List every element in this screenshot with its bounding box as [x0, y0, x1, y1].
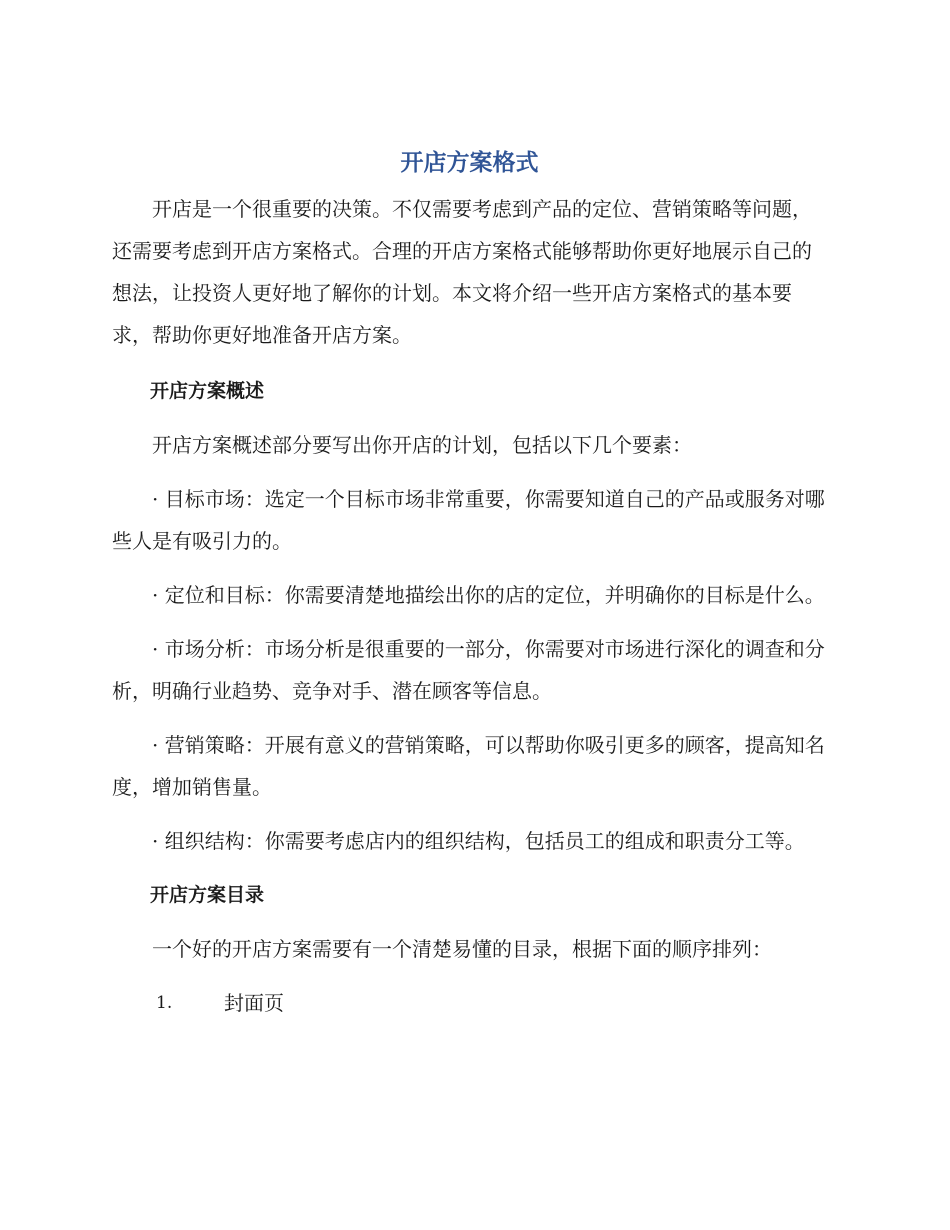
- document-body: [112, 146, 827, 1024]
- toc-list-item: [112, 982, 827, 1024]
- list-number: 1.: [156, 993, 173, 1013]
- intro-paragraph: 开店是一个很重要的决策。不仅需要考虑到产品的定位、营销策略等问题，还需要考虑到开店方案格式。合理的开店方案格式能够帮助你更好地展示自己的想法，让投资人更好地了解你的计划。本文将介绍一些开店方案格式的基本要求，帮助你更好地准备开店方案。: [112, 197, 812, 347]
- section-heading-overview: 开店方案概述: [150, 380, 265, 402]
- bullet-marketing-strategy: · 营销策略：开展有意义的营销策略，可以帮助你吸引更多的顾客，提高知名度，增加销售量。: [112, 733, 825, 799]
- bullet-org-structure: · 组织结构：你需要考虑店内的组织结构，包括员工的组成和职责分工等。: [152, 829, 805, 853]
- overview-lead: 开店方案概述部分要写出你开店的计划，包括以下几个要素：: [152, 433, 692, 457]
- bullet-target-market: · 目标市场：选定一个目标市场非常重要，你需要知道自己的产品或服务对哪些人是有吸引力的。: [112, 487, 825, 553]
- bullet-market-analysis: · 市场分析：市场分析是很重要的一部分，你需要对市场进行深化的调查和分析，明确行业趋势、竞争对手、潜在顾客等信息。: [112, 637, 825, 703]
- document-title: 开店方案格式: [400, 150, 539, 176]
- section-heading-toc: 开店方案目录: [150, 884, 265, 906]
- list-item-text: 封面页: [224, 991, 284, 1015]
- bullet-positioning: · 定位和目标：你需要清楚地描绘出你的店的定位，并明确你的目标是什么。: [152, 583, 825, 607]
- toc-lead: 一个好的开店方案需要有一个清楚易懂的目录，根据下面的顺序排列：: [152, 937, 772, 961]
